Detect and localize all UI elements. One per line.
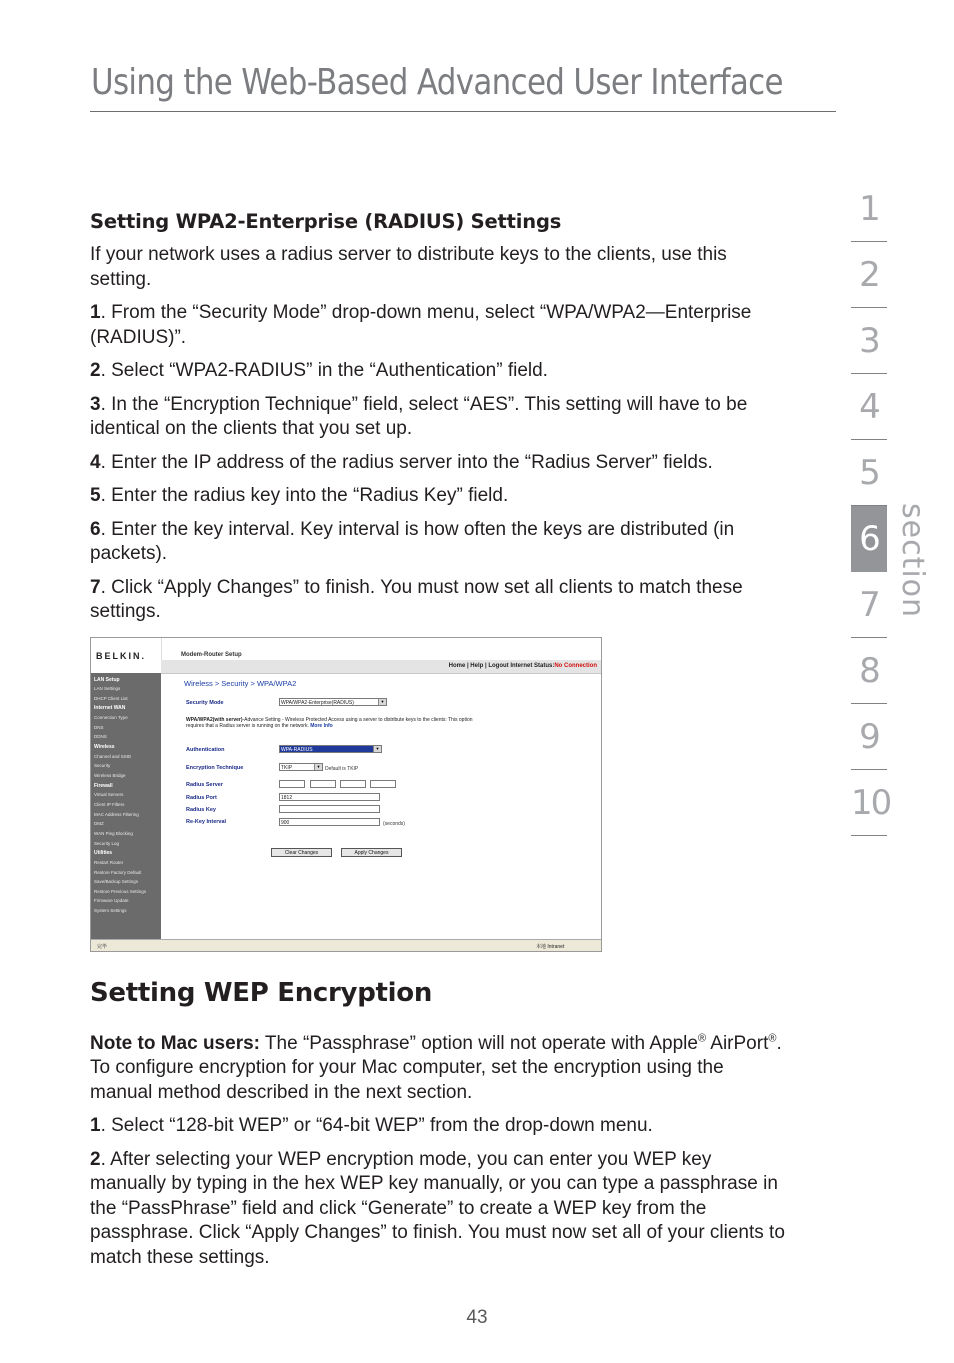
wep-steps: [90, 1114, 790, 1270]
wep-step: 2. After selecting your WEP encryption mode, you can enter you WEP key manually by typing in the hex WEP key manually, or you can type a passphrase in the “PassPhrase” field and click “Generate” to create a WEP key from the passphrase. Click “Apply Changes” to finish. You must now set all of your clients to match these settings.: [90, 1148, 785, 1268]
sidebar-link[interactable]: Channel and SSID: [94, 753, 132, 759]
section-tab-2[interactable]: [851, 242, 887, 308]
wep-heading: Setting WEP Encryption: [90, 977, 433, 1008]
sidebar-heading: Internet WAN: [94, 705, 126, 712]
radius-key-input[interactable]: [279, 805, 380, 813]
section-tab-rule: [851, 835, 887, 836]
sidebar-link[interactable]: LAN Settings: [94, 686, 121, 692]
sidebar-link[interactable]: System Settings: [94, 908, 127, 914]
section-tab-10[interactable]: [851, 770, 891, 836]
status-left: 完毕: [97, 943, 108, 950]
authentication-select[interactable]: WPA-RADIUS ▼: [279, 745, 382, 753]
sidebar-link[interactable]: Client IP Filters: [94, 801, 125, 807]
browser-status-bar: [91, 939, 601, 952]
section-tab-number: 5: [859, 453, 879, 493]
wpa2-step: 3. In the “Encryption Technique” field, select “AES”. This setting will have to be identical on the clients that you set up.: [90, 393, 748, 439]
sidebar-heading: Wireless: [94, 744, 115, 751]
wpa2-step: 1. From the “Security Mode” drop-down menu, select “WPA/WPA2—Enterprise (RADIUS)”.: [90, 302, 752, 348]
chevron-down-icon: ▼: [378, 699, 386, 705]
section-tab-number: 2: [859, 255, 879, 295]
sidebar-link[interactable]: WAN Ping Blocking: [94, 830, 133, 836]
wpa2-step: 4. Enter the IP address of the radius server into the “Radius Server” fields.: [90, 451, 713, 473]
section-tab-1[interactable]: [851, 176, 887, 242]
sidebar-link[interactable]: Save/Backup Settings: [94, 879, 139, 885]
rekey-unit: (seconds): [383, 820, 405, 827]
sidebar-heading: LAN Setup: [94, 676, 120, 683]
title-rule: [90, 111, 836, 112]
chevron-down-icon: ▼: [373, 746, 381, 752]
more-info-link[interactable]: More Info: [310, 722, 333, 729]
section-tab-8[interactable]: [851, 638, 887, 704]
radius-server-label: Radius Server: [186, 781, 223, 788]
section-tab-number: 7: [859, 585, 879, 625]
section-tab-6[interactable]: [851, 506, 887, 572]
section-tab-number: 10: [851, 783, 891, 823]
sidebar-link[interactable]: DNS: [94, 724, 104, 730]
section-tab-4[interactable]: [851, 374, 887, 440]
page-title: Using the Web-Based Advanced User Interface: [91, 62, 783, 103]
encryption-default-note: Default is TKIP: [325, 765, 359, 772]
radius-server-octet-1[interactable]: [279, 780, 305, 788]
encryption-label: Encryption Technique: [186, 764, 244, 771]
internet-status-value: No Connection: [554, 662, 597, 669]
section-tab-number: 9: [859, 717, 879, 757]
page-number: 43: [466, 1307, 488, 1328]
product-name: Modem-Router Setup: [181, 651, 242, 658]
section-label: section: [895, 503, 930, 619]
apply-changes-button[interactable]: Apply Changes: [341, 848, 402, 857]
section-tab-number: 4: [859, 387, 879, 427]
sidebar-link[interactable]: Virtual Servers: [94, 792, 124, 798]
sidebar-link[interactable]: Restart Router: [94, 859, 124, 865]
rekey-interval-input[interactable]: 900: [279, 818, 380, 826]
logo-box: [91, 638, 162, 673]
wpa2-step: 6. Enter the key interval. Key interval is how often the keys are distributed (in packets).: [90, 518, 735, 564]
belkin-logo: BELKIN.: [96, 650, 146, 661]
radius-port-label: Radius Port: [186, 794, 217, 801]
section-tab-number: 1: [859, 189, 879, 229]
sidebar-link[interactable]: Wireless Bridge: [94, 773, 126, 778]
section-tab-9[interactable]: [851, 704, 887, 770]
radius-key-label: Radius Key: [186, 806, 216, 813]
wpa-description: WPA/WPA2(with server)-Advance Setting - Wireless Protected Access using a server to distribute keys to the clients: This option requires that a Radius server is running on the network. More Info: [186, 716, 473, 729]
section-tab-7[interactable]: [851, 572, 887, 638]
chevron-down-icon: ▼: [314, 764, 322, 770]
sidebar-heading: Utilities: [94, 850, 113, 857]
clear-changes-button[interactable]: Clear Changes: [271, 848, 332, 857]
rekey-interval-label: Re-Key Interval: [186, 818, 227, 825]
top-links[interactable]: Home | Help | Logout Internet Status:No Connection: [448, 662, 597, 669]
radius-server-octet-2[interactable]: [310, 780, 336, 788]
section-tab-number: 8: [859, 651, 879, 691]
sidebar-link[interactable]: Connection Type: [94, 715, 128, 721]
wpa2-steps: [90, 301, 790, 625]
authentication-label: Authentication: [186, 746, 225, 753]
breadcrumb: Wireless > Security > WPA/WPA2: [184, 678, 297, 688]
wpa2-intro: If your network uses a radius server to distribute keys to the clients, use this setting.: [90, 244, 727, 290]
router-screenshot: [90, 637, 602, 952]
wpa2-heading: Setting WPA2-Enterprise (RADIUS) Settings: [90, 210, 562, 233]
sidebar-link[interactable]: Firmware Update: [94, 898, 129, 904]
encryption-select[interactable]: TKIP ▼: [279, 763, 323, 771]
screenshot-sidebar: [91, 673, 161, 939]
sidebar-link[interactable]: MAC Address Filtering: [94, 811, 139, 817]
sidebar-link[interactable]: Security: [94, 763, 111, 769]
sidebar-link[interactable]: DHCP Client List: [94, 695, 128, 701]
wpa2-step: 7. Click “Apply Changes” to finish. You must now set all clients to match these settings.: [90, 576, 743, 622]
sidebar-heading: Firewall: [94, 782, 113, 789]
section-tab-number: 6: [859, 519, 879, 559]
section-tab-3[interactable]: [851, 308, 887, 374]
main-content: [90, 210, 790, 1279]
radius-server-octet-3[interactable]: [340, 780, 366, 788]
radius-port-input[interactable]: 1812: [279, 793, 380, 801]
wpa2-step: 2. Select “WPA2-RADIUS” in the “Authentication” field.: [90, 360, 548, 381]
screenshot-topbar: [91, 638, 601, 674]
wpa2-step: 5. Enter the radius key into the “Radius Key” field.: [90, 485, 509, 506]
section-tab-number: 3: [859, 321, 879, 361]
mac-note: Note to Mac users: The “Passphrase” option will not operate with Apple® AirPort®. To configure encryption for your Mac computer, set the encryption using the manual method described in the next section.: [90, 1032, 782, 1103]
sidebar-link[interactable]: DDNS: [94, 734, 107, 740]
security-mode-label: Security Mode: [186, 699, 224, 706]
sidebar-link[interactable]: Restore Previous Settings: [94, 888, 147, 894]
security-mode-select[interactable]: WPA/WPA2-Enterprise(RADIUS) ▼: [279, 698, 387, 706]
status-right: 本地 Intranet: [536, 943, 565, 950]
sidebar-link[interactable]: DMZ: [94, 821, 104, 827]
sidebar-link[interactable]: Security Log: [94, 840, 120, 846]
sidebar-link[interactable]: Restore Factory Default: [94, 869, 142, 875]
radius-server-octet-4[interactable]: [370, 780, 396, 788]
wep-step: 1. Select “128-bit WEP” or “64-bit WEP” from the drop-down menu.: [90, 1115, 653, 1136]
section-tab-5[interactable]: [851, 440, 887, 506]
